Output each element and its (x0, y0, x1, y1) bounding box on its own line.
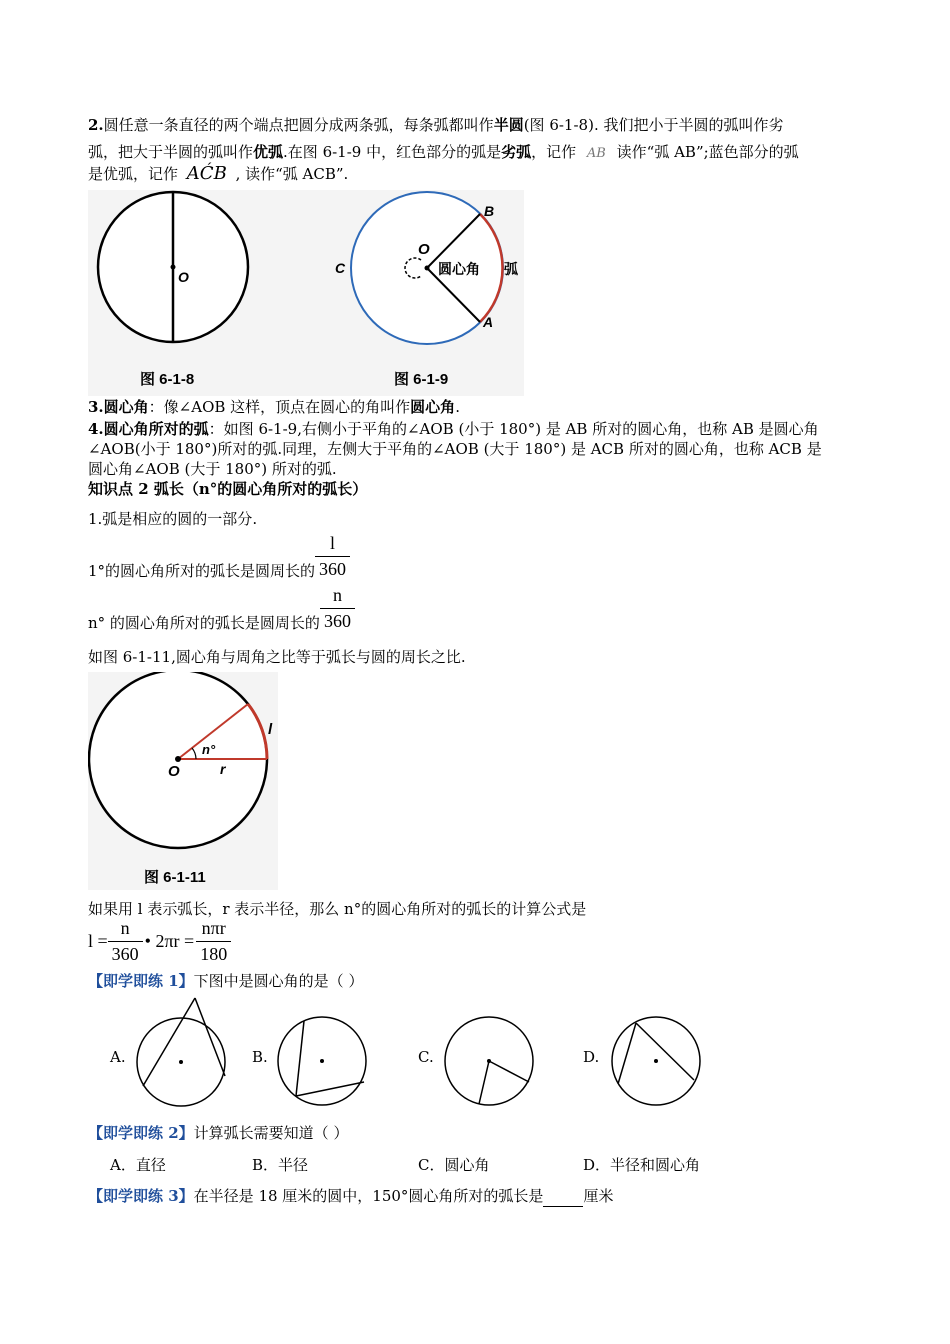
option-a-figure[interactable] (135, 996, 237, 1108)
figure-6-1-11 (88, 672, 278, 890)
option-a-label[interactable]: A. (110, 1048, 126, 1066)
caption-6-1-9: 图 6-1-9 (394, 371, 449, 388)
s4-line2: ∠AOB(小于 180°)所对的弧.同理，左侧大于平角的∠AOB (大于 180°) 是 ACB 所对的圆心角，也称 ACB 是 (88, 440, 822, 458)
label-arc: 弧 (504, 261, 518, 277)
option-b-figure[interactable] (276, 1016, 370, 1106)
s2-line2: 弧，把大于半圆的弧叫作优弧.在图 6-1-9 中，红色部分的弧是劣弧，记作 AB 读作“弧 AB”;蓝色部分的弧 (88, 143, 799, 161)
option-d-figure[interactable] (610, 1016, 704, 1106)
fraction-n-over-360: $\frac{n}{360}$ (320, 585, 355, 632)
label-a: A (483, 314, 494, 330)
option-d-label[interactable]: D. (583, 1048, 600, 1066)
s2-line3: 是优弧，记作 AĆB , 读作“弧 ACB”. (88, 163, 349, 184)
option-c-figure[interactable] (443, 1016, 537, 1106)
label-l: l (268, 721, 273, 738)
s4-line3: 圆心角∠AOB (大于 180°) 所对的弧. (88, 460, 337, 478)
ratio-statement: 如图 6-1-11,圆心角与周角之比等于弧长与圆的周长之比. (88, 648, 466, 666)
option-b-label[interactable]: B. (252, 1048, 268, 1066)
fraction-1-over-360: $\frac{l}{360}$ (315, 533, 350, 580)
figure-6-1-8-9 (88, 190, 524, 396)
caption-6-1-8: 图 6-1-8 (140, 371, 195, 388)
fraction-line-2: n° 的圆心角所对的弧长是圆周长的 $\frac{n}{360}$ (88, 584, 355, 633)
s4-line1: 4.圆心角所对的弧：如图 6-1-9,右侧小于平角的∠AOB (小于 180°) 是 AB 所对的圆心角，也称 AB 是圆心角 (88, 420, 819, 438)
arc-acb-symbol: AĆB (186, 163, 227, 184)
label-c: C (335, 260, 346, 276)
arc-definition: 1.弧是相应的圆的一部分. (88, 510, 258, 528)
option-2d[interactable]: D．半径和圆心角 (583, 1156, 701, 1174)
arc-length-formula: l = $\frac{n}{360}$ • 2πr = $\frac{\text{nπr}}{180}$ (88, 918, 231, 965)
option-2c[interactable]: C．圆心角 (418, 1156, 490, 1174)
exercise-2: 【即学即练 2】计算弧长需要知道（ ） (88, 1124, 349, 1142)
option-2a[interactable]: A．直径 (110, 1156, 166, 1174)
knowledge-point-2-heading: 知识点 2 弧长（n°的圆心角所对的弧长） (88, 480, 368, 498)
label-o-left: O (178, 269, 189, 285)
label-o: O (168, 763, 180, 780)
answer-blank[interactable] (543, 1190, 583, 1207)
label-central-angle: 圆心角 (438, 261, 480, 277)
center-dot (175, 756, 181, 762)
label-o-right: O (418, 241, 430, 258)
s2-line1: 2.圆任意一条直径的两个端点把圆分成两条弧，每条弧都叫作半圆(图 6-1-8). 我们把小于半圆的弧叫作劣 (88, 116, 784, 134)
arc-ab-symbol: AB (586, 146, 606, 161)
exercise-3: 【即学即练 3】在半径是 18 厘米的圆中，150°圆心角所对的弧长是 厘米 (88, 1187, 614, 1205)
exercise-1: 【即学即练 1】下图中是圆心角的是（ ） (88, 972, 364, 990)
formula-intro: 如果用 l 表示弧长，r 表示半径，那么 n°的圆心角所对的弧长的计算公式是 (88, 900, 587, 918)
caption-6-1-11: 图 6-1-11 (144, 869, 206, 886)
fraction-line-1: 1°的圆心角所对的弧长是圆周长的 $\frac{l}{360}$ (88, 532, 350, 581)
option-c-label[interactable]: C. (418, 1048, 434, 1066)
label-n-degrees: n° (202, 742, 216, 757)
s3-line: 3.圆心角：像∠AOB 这样，顶点在圆心的角叫作圆心角. (88, 398, 460, 416)
label-r: r (220, 761, 226, 777)
option-2b[interactable]: B．半径 (252, 1156, 309, 1174)
center-dot-right (425, 266, 430, 271)
label-b: B (484, 203, 495, 219)
center-dot-left (171, 265, 176, 270)
